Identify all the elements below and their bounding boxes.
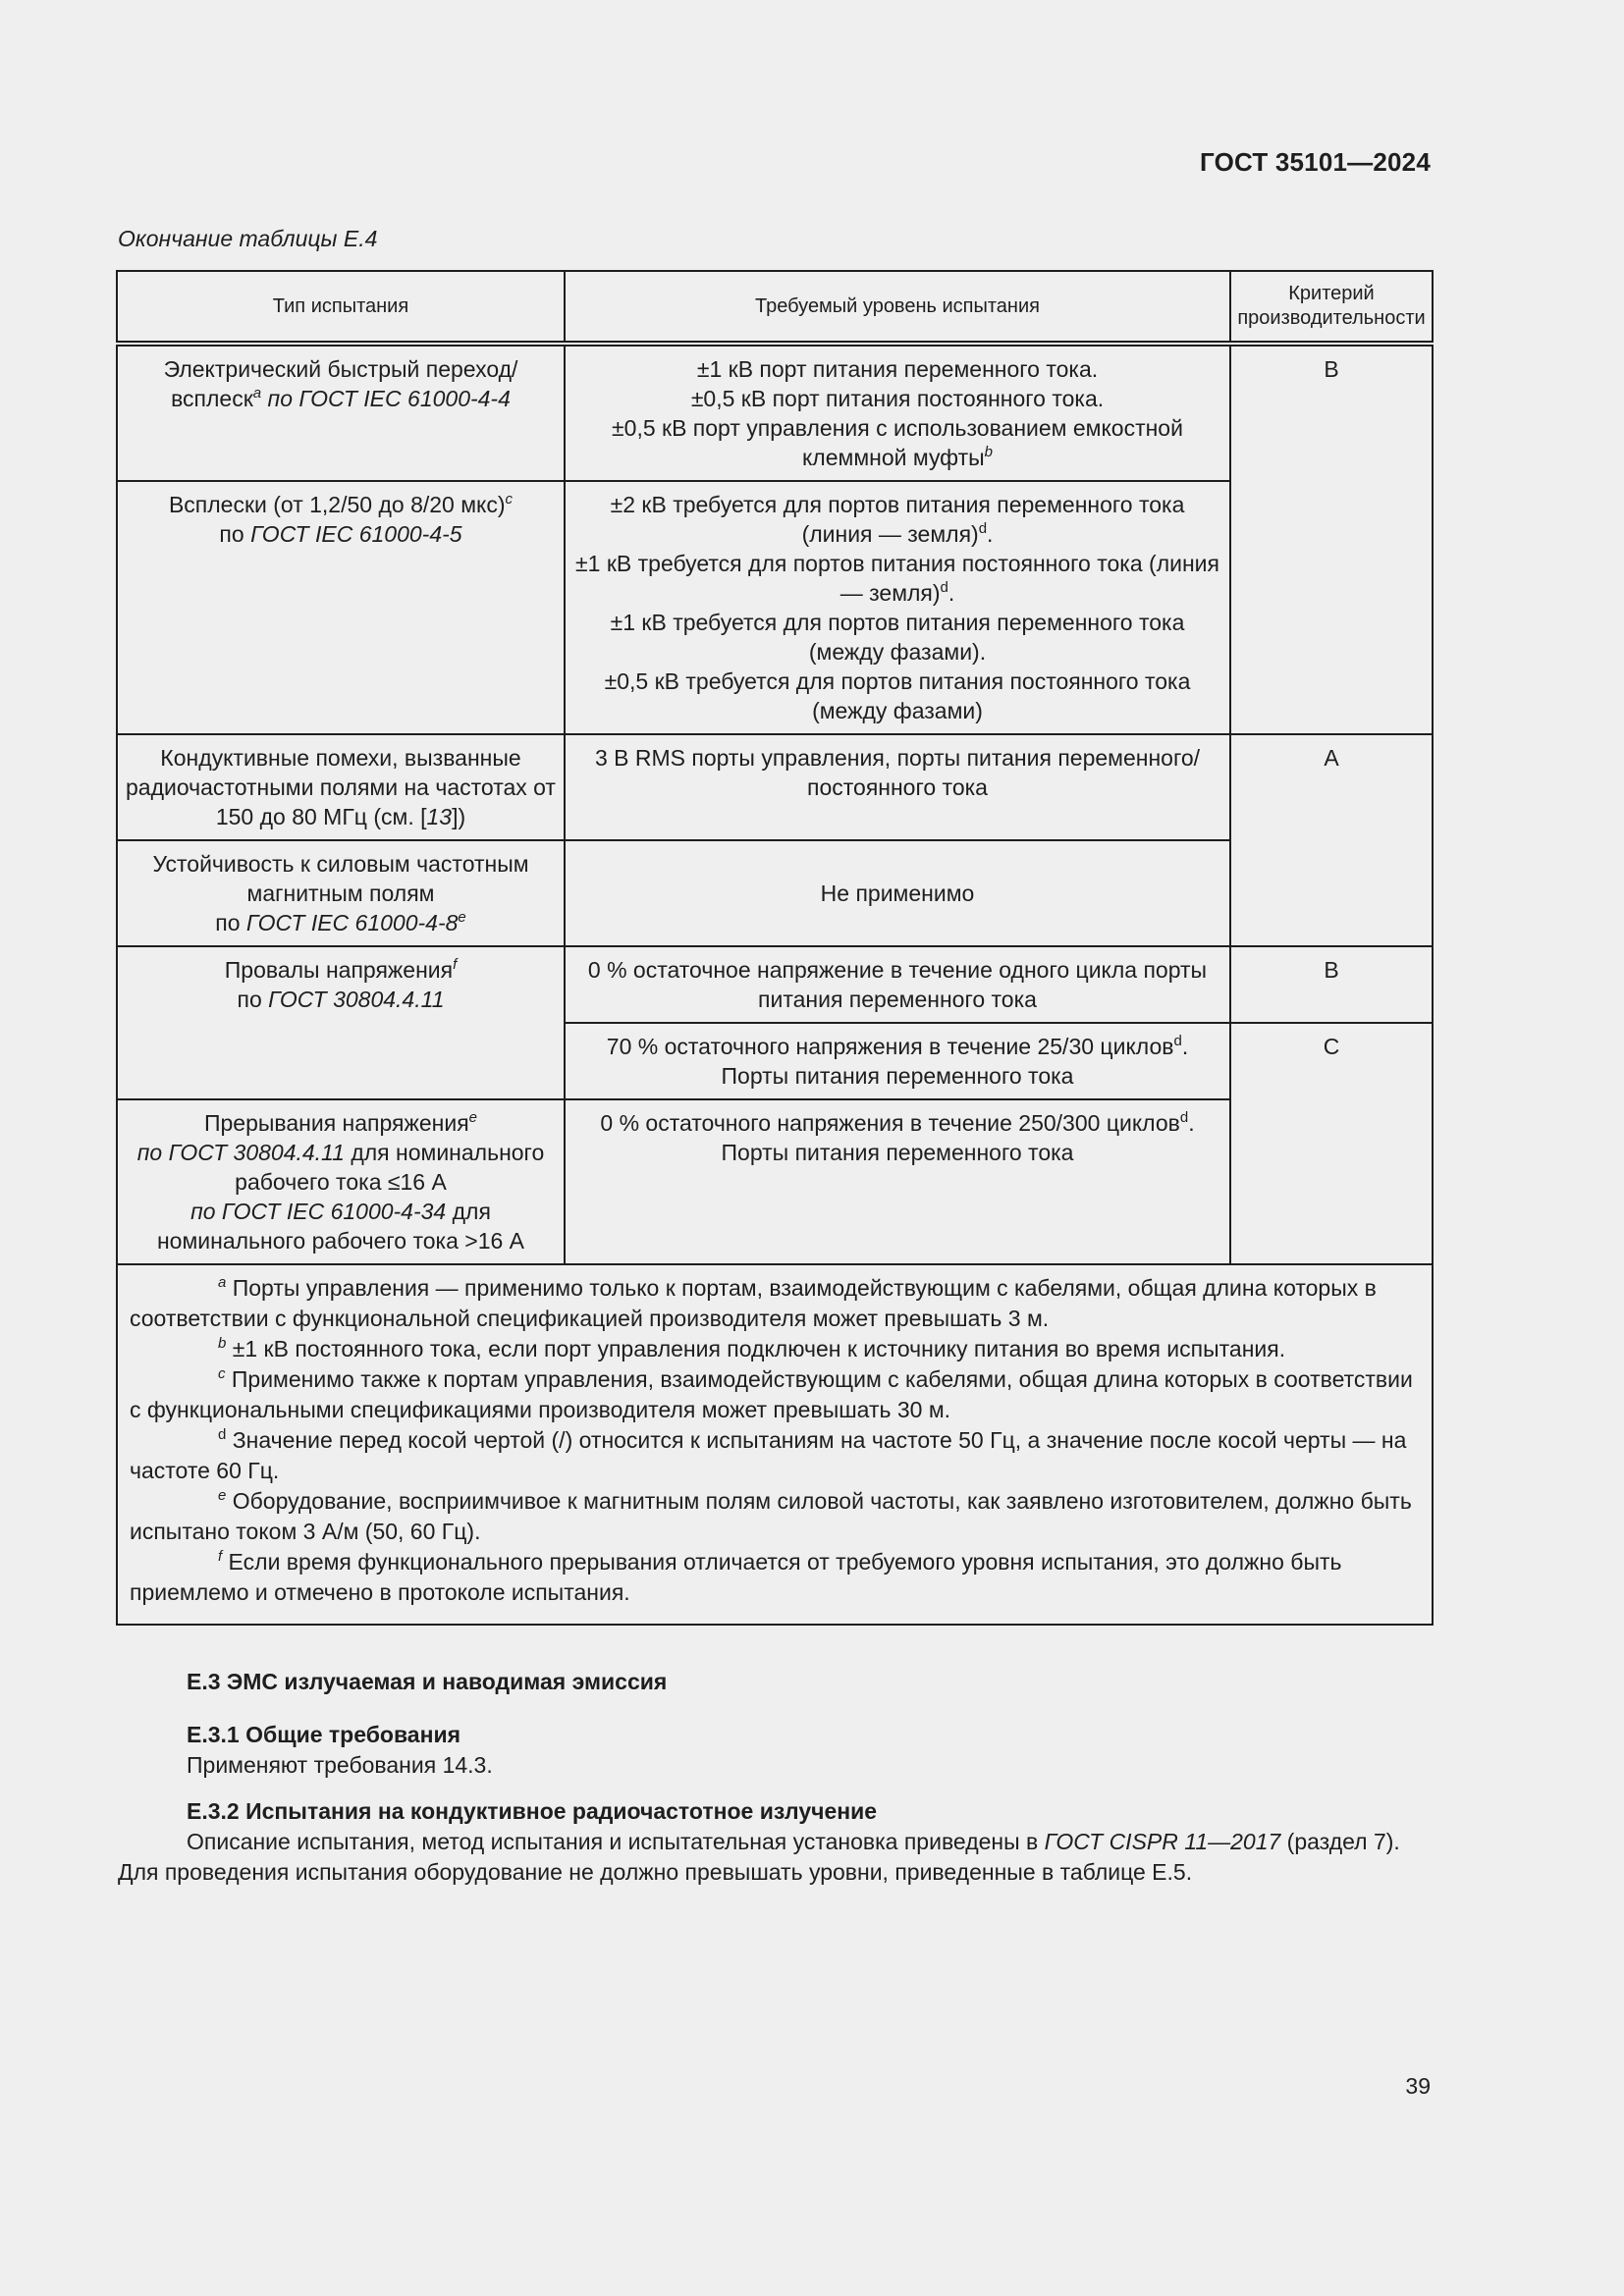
test-type-cell: Всплески (от 1,2/50 до 8/20 мкс)$^c$ по ГОСТ IEC 61000-4-5	[117, 481, 565, 734]
test-level-cell: 70 % остаточного напряжения в течение 25/30 циклов$^d$. Порты питания переменного тока	[565, 1023, 1230, 1099]
section-e32	[118, 1796, 1432, 1888]
criterion-cell: В	[1230, 344, 1433, 734]
table-notes-row	[117, 1264, 1433, 1625]
test-level-cell: 0 % остаточное напряжение в течение одного цикла порты питания переменного тока	[565, 946, 1230, 1023]
test-type-cell: Электрический быстрый переход/ всплеск$^a$ по ГОСТ IEC 61000-4-4	[117, 344, 565, 481]
table-row	[117, 734, 1433, 840]
table-header-row	[117, 271, 1433, 344]
section-heading: Е.3 ЭМС излучаемая и наводимая эмиссия	[187, 1669, 668, 1694]
test-level-cell: ±1 кВ порт питания переменного тока. ±0,5 кВ порт питания постоянного тока. ±0,5 кВ порт управления с использованием емкостной клеммной муфты$^b$	[565, 344, 1230, 481]
section-e3	[118, 1667, 1432, 1697]
test-level-cell: 3 В RMS порты управления, порты питания переменного/постоянного тока	[565, 734, 1230, 840]
header-criterion: Критерий производительности	[1230, 271, 1433, 344]
footnote: $^a$ Порты управления — применимо только к портам, взаимодействующим с кабелями, общая длина которых в соответствии с функциональной спецификацией производителя может превышать 3 м.	[130, 1274, 1377, 1331]
test-type-cell: Прерывания напряжения$^e$ по ГОСТ 30804.4.11 для номинального рабочего тока ≤16 А по ГОСТ IEC 61000-4-34 для номинального рабочего тока >16 А	[117, 1099, 565, 1264]
table-notes	[117, 1264, 1433, 1625]
document-id: ГОСТ 35101—2024	[1200, 147, 1431, 177]
footnote: $^e$ Оборудование, восприимчивое к магнитным полям силовой частоты, как заявлено изготовителем, должно быть испытано током 3 А/м (50, 60 Гц).	[130, 1487, 1412, 1544]
footnote: $^d$ Значение перед косой чертой (/) относится к испытаниям на частоте 50 Гц, а значение после косой черты — на частоте 60 Гц.	[130, 1426, 1407, 1483]
section-text: Применяют требования 14.3.	[187, 1752, 493, 1778]
section-heading: Е.3.2 Испытания на кондуктивное радиочастотное излучение	[187, 1798, 878, 1824]
header-test-level: Требуемый уровень испытания	[565, 271, 1230, 344]
test-table	[116, 270, 1434, 1626]
footnote: $^f$ Если время функционального прерывания отличается от требуемого уровня испытания, это должно быть приемлемо и отмечено в протоколе испытания.	[130, 1548, 1342, 1605]
footnote: $^b$ ±1 кВ постоянного тока, если порт управления подключен к источнику питания во время испытания.	[218, 1335, 1286, 1362]
criterion-cell: С	[1230, 1023, 1433, 1264]
test-type-cell: Устойчивость к силовым частотным магнитным полям по ГОСТ IEC 61000-4-8e	[117, 840, 565, 946]
table-caption: Окончание таблицы Е.4	[118, 226, 378, 251]
table-row	[117, 344, 1433, 481]
test-level-cell: ±2 кВ требуется для портов питания переменного тока (линия — земля)$^d$. ±1 кВ требуется для портов питания постоянного тока (линия — земля)$^d$. ±1 кВ требуется для портов питания переменного тока (между фазами). ±0,5 кВ требуется для портов питания постоянного тока (между фазами)	[565, 481, 1230, 734]
page-number: 39	[1405, 2073, 1431, 2099]
test-level-cell: 0 % остаточного напряжения в течение 250/300 циклов$^d$. Порты питания переменного тока	[565, 1099, 1230, 1264]
test-level-cell: Не применимо	[565, 840, 1230, 946]
test-type-cell: Провалы напряжения$^f$ по ГОСТ 30804.4.11	[117, 946, 565, 1099]
footnote: $^c$ Применимо также к портам управления, взаимодействующим с кабелями, общая длина которых в соответствии с функциональными спецификациями производителя может превышать 30 м.	[130, 1365, 1413, 1422]
table-row	[117, 946, 1433, 1023]
section-heading: Е.3.1 Общие требования	[187, 1722, 461, 1747]
header-test-type: Тип испытания	[117, 271, 565, 344]
criterion-cell: А	[1230, 734, 1433, 946]
criterion-cell: В	[1230, 946, 1433, 1023]
section-text: Описание испытания, метод испытания и испытательная установка приведены в ГОСТ CISPR 11—2017 (раздел 7). Для проведения испытания оборудование не должно превышать уровни, приведенные в таблице Е.5.	[118, 1829, 1400, 1885]
section-e31	[118, 1720, 1432, 1781]
test-type-cell: Кондуктивные помехи, вызванные радиочастотными полями на частотах от 150 до 80 МГц (см. [13])	[117, 734, 565, 840]
